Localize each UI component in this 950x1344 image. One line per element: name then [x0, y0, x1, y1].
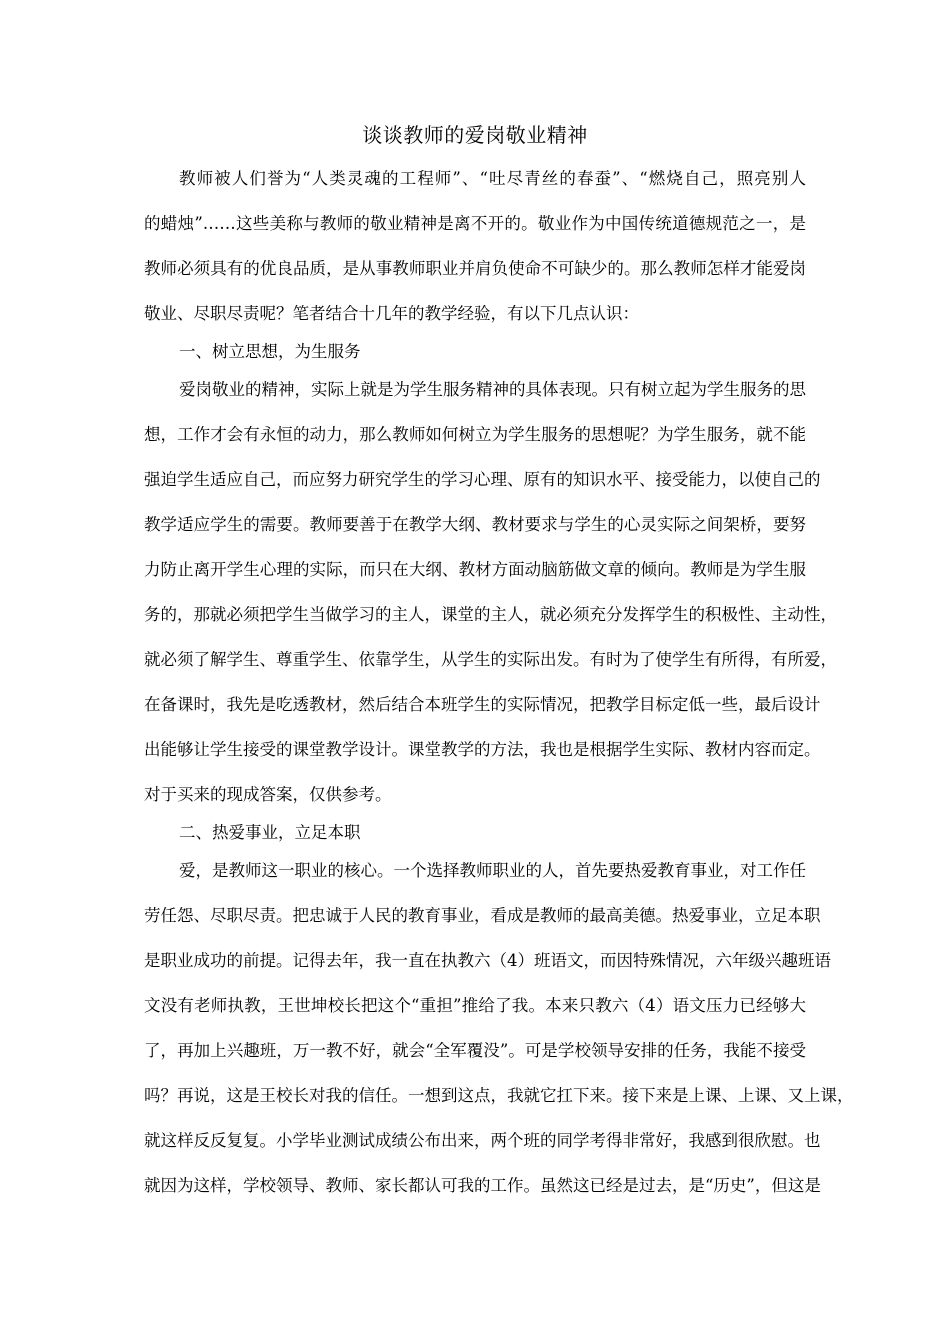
paragraph-line: 爱，是教师这一职业的核心。一个选择教师职业的人，首先要热爱教育事业，对工作任 [179, 861, 806, 880]
paragraph-line: 强迫学生适应自己，而应努力研究学生的学习心理、原有的知识水平、接受能力，以使自己的 [144, 470, 821, 489]
paragraph-line: 对于买来的现成答案，仅供参考。 [144, 785, 392, 804]
paragraph-line: 的蜡烛”……这些美称与教师的敬业精神是离不开的。敬业作为中国传统道德规范之一，是 [144, 214, 806, 233]
paragraph-line: 务的，那就必须把学生当做学习的主人，课堂的主人，就必须充分发挥学生的积极性、主动性， [144, 605, 837, 624]
paragraph-line: 就这样反反复复。小学毕业测试成绩公布出来，两个班的同学考得非常好，我感到很欣慰。也 [144, 1131, 821, 1150]
paragraph-line: 就必须了解学生、尊重学生、依靠学生，从学生的实际出发。有时为了使学生有所得，有所爱， [144, 650, 837, 669]
paragraph-line: 想，工作才会有永恒的动力，那么教师如何树立为学生服务的思想呢？为学生服务，就不能 [144, 425, 806, 444]
paragraph-line: 吗？再说，这是王校长对我的信任。一想到这点，我就它扛下来。接下来是上课、上课、又上课， [144, 1086, 854, 1105]
paragraph-line: 教学适应学生的需要。教师要善于在教学大纲、教材要求与学生的心灵实际之间架桥，要努 [144, 515, 806, 534]
paragraph-line: 出能够让学生接受的课堂教学设计。课堂教学的方法，我也是根据学生实际、教材内容而定。 [144, 740, 821, 759]
section-heading: 二、热爱事业，立足本职 [179, 823, 361, 842]
paragraph-line: 教师被人们誉为“人类灵魂的工程师”、“吐尽青丝的春蚕”、“燃烧自己，照亮别人 [179, 169, 806, 188]
section-heading: 一、树立思想，为生服务 [179, 342, 361, 361]
paragraph-line: 敬业、尽职尽责呢？笔者结合十几年的教学经验，有以下几点认识： [144, 304, 639, 323]
paragraph-line: 了，再加上兴趣班，万一教不好，就会“全军覆没”。可是学校领导安排的任务，我能不接受 [144, 1041, 806, 1060]
paragraph-line: 文没有老师执教，王世坤校长把这个“重担”推给了我。本来只教六（4）语文压力已经够大 [144, 996, 806, 1015]
document-title: 谈谈教师的爱岗敬业精神 [362, 123, 588, 147]
paragraph-line: 劳任怨、尽职尽责。把忠诚于人民的教育事业，看成是教师的最高美德。热爱事业，立足本职 [144, 906, 821, 925]
paragraph-line: 教师必须具有的优良品质，是从事教师职业并肩负使命不可缺少的。那么教师怎样才能爱岗 [144, 259, 806, 278]
paragraph-line: 爱岗敬业的精神，实际上就是为学生服务精神的具体表现。只有树立起为学生服务的思 [179, 380, 806, 399]
paragraph-line: 力防止离开学生心理的实际，而只在大纲、教材方面动脑筋做文章的倾向。教师是为学生服 [144, 560, 806, 579]
paragraph-line: 就因为这样，学校领导、教师、家长都认可我的工作。虽然这已经是过去，是“历史”，但这是 [144, 1176, 821, 1195]
paragraph-line: 是职业成功的前提。记得去年，我一直在执教六（4）班语文，而因特殊情况，六年级兴趣班语 [144, 951, 831, 970]
paragraph-line: 在备课时，我先是吃透教材，然后结合本班学生的实际情况，把教学目标定低一些，最后设计 [144, 695, 821, 714]
